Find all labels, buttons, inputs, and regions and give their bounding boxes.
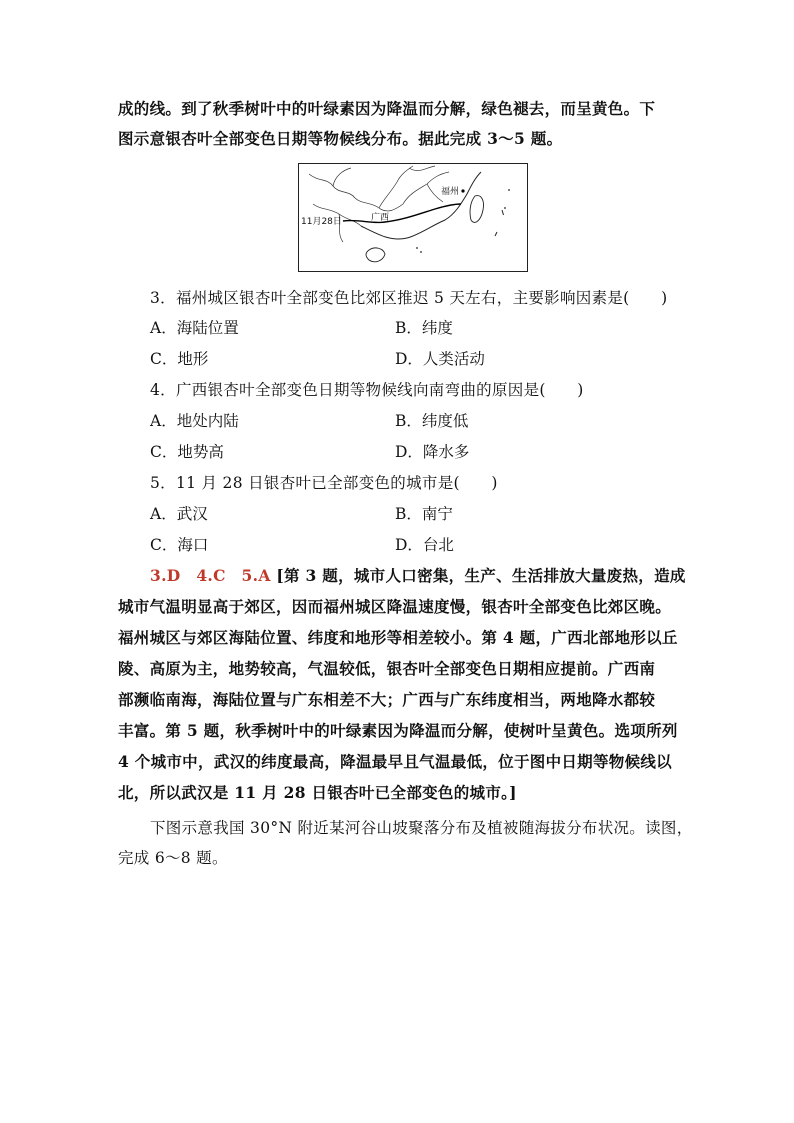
fuzhou-marker [461, 189, 464, 192]
q4-option-b: B．纬度低 [395, 412, 469, 430]
question-4-stem: 4．广西银杏叶全部变色日期等物候线向南弯曲的原因是( ) [150, 381, 584, 399]
q3-option-a: A．海陆位置 [150, 319, 239, 337]
coastline [361, 172, 481, 239]
q3-option-d: D．人类活动 [395, 350, 485, 368]
phenology-isoline [343, 204, 461, 222]
answer-line-3: 福州城区与郊区海陆位置、纬度和地形等相差较小。第 4 题，广西北部地形以丘 [118, 628, 678, 647]
q5-option-b: B．南宁 [395, 505, 453, 523]
q3-option-b: B．纬度 [395, 319, 453, 337]
answer-explanation-start: [第 3 题，城市人口密集，生产、生活排放大量废热，造成 [276, 566, 686, 585]
island-dot [508, 189, 510, 191]
answer-line-1 [150, 564, 686, 586]
hainan-island [366, 248, 385, 262]
q5-option-d: D．台北 [395, 536, 454, 554]
answer-line-6: 丰富。第 5 题，秋季树叶中的叶绿素因为降温而分解，使树叶呈黄色。选项所列 [118, 721, 678, 740]
intro-line-1: 成的线。到了秋季树叶中的叶绿素因为降温而分解，绿色褪去，而呈黄色。下 [118, 99, 656, 118]
next-intro-line-2: 完成 6～8 题。 [118, 849, 228, 867]
map-label-guangxi: 广西 [371, 213, 390, 223]
q4-option-a: A．地处内陆 [150, 412, 239, 430]
island-dot [504, 207, 506, 209]
q4-option-d: D．降水多 [395, 443, 470, 461]
answer-line-5: 部濒临南海，海陆位置与广东相差不大；广西与广东纬度相当，两地降水都较 [118, 690, 656, 709]
q3-option-c: C．地形 [150, 350, 209, 368]
answer-line-4: 陵、高原为主，地势较高，气温较低，银杏叶全部变色日期相应提前。广西南 [118, 659, 656, 678]
q5-option-c: C．海口 [150, 536, 209, 554]
map-drawing [299, 164, 527, 271]
island-mark [495, 232, 497, 236]
q5-option-a: A．武汉 [150, 505, 208, 523]
answer-line-8: 北，所以武汉是 11 月 28 日银杏叶已全部变色的城市。] [118, 783, 517, 802]
map-label-date: 11月28日 [301, 217, 342, 227]
island-dot [420, 251, 422, 253]
question-3-stem: 3．福州城区银杏叶全部变色比郊区推迟 5 天左右，主要影响因素是( ) [150, 289, 668, 307]
answer-key: 3.D 4.C 5.A [150, 566, 271, 585]
q4-option-c: C．地势高 [150, 443, 224, 461]
island-dot [416, 247, 418, 249]
intro-line-2: 图示意银杏叶全部变色日期等物候线分布。据此完成 3～5 题。 [118, 129, 563, 148]
taiwan-island [470, 196, 483, 223]
next-intro-line-1: 下图示意我国 30°N 附近某河谷山坡聚落分布及植被随海拔分布状况。读图， [150, 819, 693, 837]
answer-line-2: 城市气温明显高于郊区，因而福州城区降温速度慢，银杏叶全部变色比郊区晚。 [118, 597, 672, 616]
map-label-fuzhou: 福州 [441, 187, 460, 197]
question-5-stem: 5．11 月 28 日银杏叶已全部变色的城市是( ) [150, 474, 498, 492]
ginkgo-phenology-map [298, 163, 528, 272]
answer-line-7: 4 个城市中，武汉的纬度最高，降温最早且气温最低，位于图中日期等物候线以 [118, 752, 672, 771]
island-mark [502, 210, 504, 215]
province-boundaries [309, 166, 449, 242]
